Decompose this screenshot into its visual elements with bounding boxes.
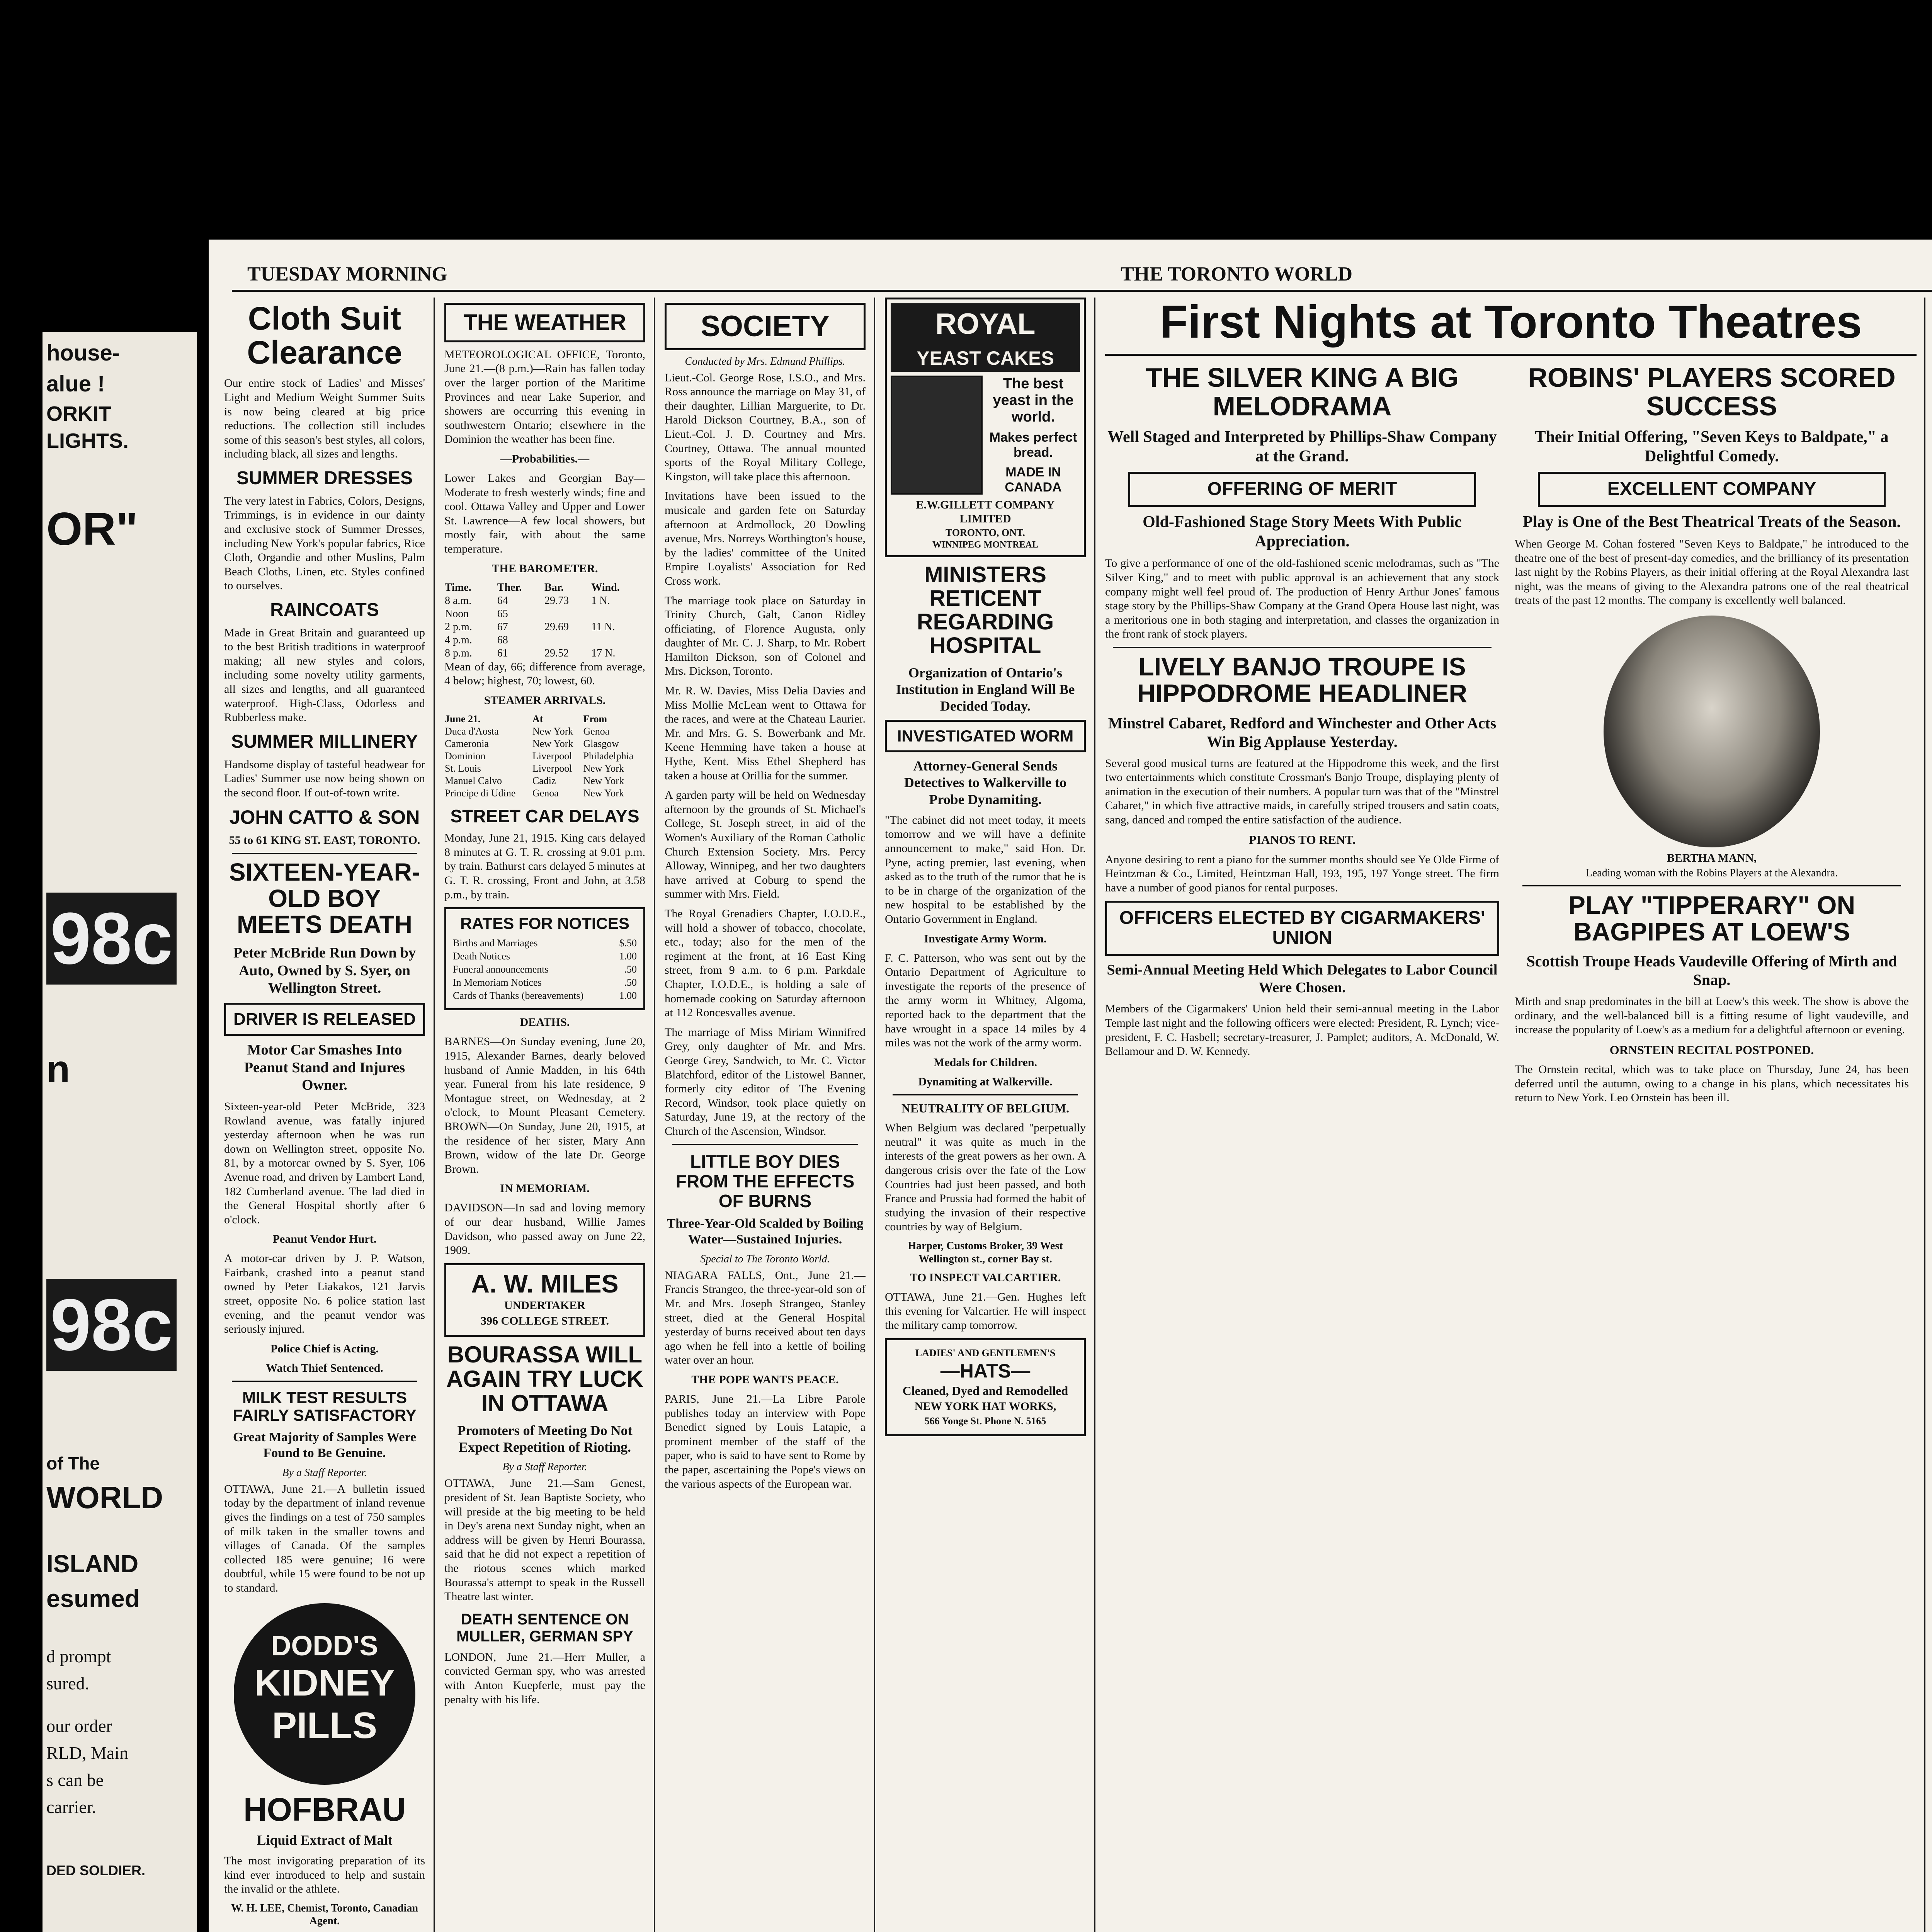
table-cell: 29.69 bbox=[544, 621, 569, 633]
valcartier-heading: TO INSPECT VALCARTIER. bbox=[910, 1271, 1061, 1284]
table-row bbox=[444, 725, 645, 738]
ministers-headline: MINISTERS RETICENT REGARDING HOSPITAL bbox=[917, 562, 1054, 658]
divider bbox=[893, 1094, 1078, 1095]
excellent-heading: EXCELLENT COMPANY bbox=[1607, 478, 1816, 499]
table-cell: 1.00 bbox=[619, 990, 637, 1002]
table-cell: Noon bbox=[445, 607, 469, 620]
strip-fragment: n bbox=[46, 1048, 70, 1091]
table-row bbox=[444, 762, 645, 775]
table-row bbox=[444, 775, 645, 787]
table-cell: Glasgow bbox=[583, 738, 619, 749]
banjo-headline: LIVELY BANJO TROUPE IS HIPPODROME HEADLINER bbox=[1137, 652, 1468, 708]
banjo-subhead: Minstrel Cabaret, Redford and Winchester and Other Acts Win Big Applause Yesterday. bbox=[1108, 714, 1497, 750]
yeast-package-icon bbox=[891, 376, 983, 495]
table-cell: 8 p.m. bbox=[445, 647, 472, 659]
little-boy-subhead: Three-Year-Old Scalded by Boiling Water—Sustained Injuries. bbox=[667, 1216, 864, 1247]
milk-text: OTTAWA, June 21.—A bulletin issued today by the department of inland revenue gives the findings on a test of 750 samples of milk taken in the smaller towns and villages of Canada. Of the samples collected 185 were genuine; 16 were doubtful, while 15 were found to be not up to standard. bbox=[224, 1482, 425, 1594]
masthead-title: THE TORONTO WORLD bbox=[1121, 263, 1353, 285]
dodds-line: KIDNEY bbox=[254, 1662, 395, 1704]
streetcar-heading: STREET CAR DELAYS bbox=[450, 806, 639, 826]
table-cell: New York bbox=[583, 787, 624, 799]
table-header-row bbox=[444, 713, 645, 725]
table-cell: 8 a.m. bbox=[445, 594, 472, 607]
miles-trade: UNDERTAKER bbox=[504, 1299, 586, 1312]
summer-dresses-text: The very latest in Fabrics, Colors, Designs, Trimmings, is in evidence in our dainty and exclusive stock of Summer Dresses, including New York's popular fabrics, Rice Cloth, Organdie and other Muslins, Palm Beach Cloths, Linen, etc. Styles confined to ourselves. bbox=[224, 494, 425, 592]
ornstein-heading: ORNSTEIN RECITAL POSTPONED. bbox=[1609, 1043, 1814, 1057]
police-subhead: Police Chief is Acting. bbox=[270, 1342, 379, 1355]
table-cell bbox=[591, 607, 645, 621]
barometer-table bbox=[444, 581, 645, 660]
miles-ad bbox=[444, 1263, 645, 1337]
theatre-left-column bbox=[1105, 360, 1499, 1111]
strip-fragment: carrier. bbox=[46, 1797, 96, 1817]
royal-title: ROYAL bbox=[891, 303, 1080, 345]
silver-king-subhead: Well Staged and Interpreted by Phillips-Shaw Company at the Grand. bbox=[1107, 428, 1497, 466]
divider bbox=[1113, 647, 1492, 648]
table-row bbox=[444, 607, 645, 621]
royal-cities: WINNIPEG MONTREAL bbox=[932, 540, 1039, 550]
deaths-heading: DEATHS. bbox=[520, 1016, 570, 1029]
pope-heading: THE POPE WANTS PEACE. bbox=[691, 1373, 839, 1386]
table-header-cell: June 21. bbox=[445, 713, 481, 724]
column-2 bbox=[444, 298, 645, 1932]
table-cell: 4 p.m. bbox=[445, 634, 472, 646]
summer-dresses-heading: SUMMER DRESSES bbox=[236, 468, 413, 488]
barometer-note: Mean of day, 66; difference from average, 4 below; highest, 70; lowest, 60. bbox=[444, 660, 645, 687]
army-worm-subhead: Investigate Army Worm. bbox=[924, 932, 1047, 945]
hats-line: NEW YORK HAT WORKS, bbox=[914, 1400, 1056, 1413]
bourassa-byline: By a Staff Reporter. bbox=[502, 1461, 587, 1473]
strip-fragment: LIGHTS. bbox=[46, 429, 129, 452]
strip-fragment: DED SOLDIER. bbox=[46, 1862, 146, 1878]
strip-fragment: RLD, Main bbox=[46, 1743, 129, 1763]
hofbrau-text: The most invigorating preparation of its kind ever introduced to help and sustain the invalid or the athlete. bbox=[224, 1854, 425, 1896]
rates-table bbox=[452, 936, 638, 1003]
table-cell: 29.52 bbox=[544, 647, 569, 659]
strip-fragment: of The bbox=[46, 1453, 100, 1473]
table-cell: St. Louis bbox=[445, 762, 481, 774]
theatre-right-column bbox=[1515, 360, 1909, 1111]
thief-subhead: Watch Thief Sentenced. bbox=[266, 1361, 383, 1374]
column-rule bbox=[654, 298, 655, 1932]
peanut-text: A motor-car driven by J. P. Watson, Fairbank, crashed into a peanut stand owned by Peter Liakakos, 121 Jarvis street, opposite No. 6 police station last evening, and the peanut vendor was seriously injured. bbox=[224, 1252, 425, 1336]
catto-firm-name: JOHN CATTO & SON bbox=[229, 806, 420, 828]
driver-heading: DRIVER IS RELEASED bbox=[233, 1009, 416, 1029]
table-header-cell: At bbox=[532, 713, 543, 724]
millinery-text: Handsome display of tasteful headwear for Ladies' Summer use now being shown on the second floor. If out-of-town write. bbox=[224, 758, 425, 799]
table-cell: Births and Marriages bbox=[453, 937, 538, 949]
table-cell: 29.73 bbox=[544, 594, 569, 607]
little-boy-byline: Special to The Toronto World. bbox=[700, 1253, 830, 1265]
society-heading: SOCIETY bbox=[701, 310, 830, 343]
worm-heading: INVESTIGATED WORM bbox=[897, 727, 1074, 745]
society-text: The Royal Grenadiers Chapter, I.O.D.E., will hold a shower of tobacco, chocolate, etc., today; also for the men of the regiment at the front, at 16 East King street, from 9 a.m. to 6 p.m. Parkdale Chapter, I.O.D.E., is holding a sale of homemade cooking on Saturday afternoon at 112 Roncesvalles avenue. bbox=[665, 907, 866, 1019]
table-cell: Genoa bbox=[583, 725, 610, 737]
royal-yeast-ad bbox=[885, 298, 1086, 557]
table-cell: .50 bbox=[624, 977, 637, 988]
table-cell: Cameronia bbox=[445, 738, 489, 749]
offering-subhead: Old-Fashioned Stage Story Meets With Public Appreciation. bbox=[1143, 513, 1462, 550]
table-cell: New York bbox=[532, 738, 573, 749]
death-sentence-text: LONDON, June 21.—Herr Muller, a convicted German spy, who was arrested with Anton Kuepferle, must pay the penalty with his life. bbox=[444, 1650, 645, 1706]
column-1 bbox=[224, 298, 425, 1932]
photo-caption-name: BERTHA MANN, bbox=[1667, 851, 1757, 864]
hats-ad bbox=[885, 1338, 1086, 1436]
memoriam-heading: IN MEMORIAM. bbox=[500, 1182, 590, 1195]
strip-price: 98c bbox=[46, 1279, 177, 1371]
worm-box bbox=[885, 720, 1086, 752]
barometer-heading: THE BAROMETER. bbox=[492, 562, 598, 575]
boy-death-headline: SIXTEEN-YEAR-OLD BOY MEETS DEATH bbox=[229, 858, 420, 938]
table-header-row bbox=[444, 581, 645, 594]
table-cell bbox=[544, 607, 591, 621]
royal-tagline: The best yeast in the world. bbox=[993, 376, 1074, 425]
millinery-heading: SUMMER MILLINERY bbox=[231, 731, 418, 752]
silver-king-headline: THE SILVER KING A BIG MELODRAMA bbox=[1145, 362, 1459, 421]
bertha-mann-portrait bbox=[1604, 616, 1820, 847]
peanut-subhead: Peanut Vendor Hurt. bbox=[272, 1233, 377, 1246]
society-text: Lieut.-Col. George Rose, I.S.O., and Mrs. Ross announce the marriage on May 31, of their daughter, Lillian Marguerite, to Dr. Harold Dickson Courtney, B.A., son of Lieut.-Col. J. D. Courtney and Mrs. Courtney, Ottawa. The annual mounted sports of the Royal Military College, Kingston, will take place this afternoon. bbox=[665, 371, 866, 483]
table-row bbox=[444, 647, 645, 660]
death-sentence-headline: DEATH SENTENCE ON MULLER, GERMAN SPY bbox=[456, 1611, 633, 1645]
table-cell: 67 bbox=[497, 621, 508, 633]
robins-text: When George M. Cohan fostered "Seven Keys to Baldpate," he introduced to the theatre one of the best of present-day comedies, and the brilliancy of its presentation last night by the Robins Players, as their initial offering at the Royal Alexandra last night, was the means of giving to the Alexandra patrons one of the real theatrical treats of the past 12 months. The company is excellently well balanced. bbox=[1515, 537, 1909, 607]
table-row bbox=[444, 594, 645, 607]
theatre-headline: First Nights at Toronto Theatres bbox=[1160, 298, 1862, 348]
column-3 bbox=[665, 298, 866, 1932]
bourassa-text: OTTAWA, June 21.—Sam Genest, president of St. Jean Baptiste Society, who will preside at the big meeting to be held in Dey's arena next Sunday night, when an address will be given by Henri Bourassa, said that he did not expect a repetition of the riotous scenes which marked Bourassa's attempt to speak in the Russell Theatre last winter. bbox=[444, 1477, 645, 1603]
society-text: Mr. R. W. Davies, Miss Delia Davies and Miss Mollie McLean went to Ottawa for the races, and were at the Chateau Laurier. Mr. and Mrs. G. S. Bowerbank and Mr. Keene Hemming have taken a house at Hythe, Kent. Miss Ethel Shepherd has taken a house at Orillia for the summer. bbox=[665, 684, 866, 782]
cigar-text: Members of the Cigarmakers' Union held their semi-annual meeting in the Labor Temple last night and the following officers were elected: President, R. Lynch; vice-president, F. C. Hasbell; secretary-treasurer, J. Pamplet; auditors, A. McDonald, W. Bellamour and D. W. Kennedy. bbox=[1105, 1002, 1499, 1058]
steamer-table bbox=[444, 713, 645, 799]
tipperary-subhead: Scottish Troupe Heads Vaudeville Offering of Mirth and Snap. bbox=[1526, 952, 1897, 989]
harper-ad: Harper, Customs Broker, 39 West Wellington st., corner Bay st. bbox=[908, 1240, 1063, 1265]
weather-box bbox=[444, 303, 645, 342]
table-cell: In Memoriam Notices bbox=[453, 977, 542, 988]
divider bbox=[232, 1381, 417, 1382]
cigar-box bbox=[1105, 901, 1499, 956]
divider bbox=[672, 1144, 858, 1145]
newspaper-page bbox=[209, 240, 1932, 1932]
raincoats-text: Made in Great Britain and guaranteed up to the best British traditions in waterproof making; all new styles and colors, including some novelty utility garments, all sizes and lengths, and all guaranteed waterproof. High-Class, Odorless and Rubberless make. bbox=[224, 626, 425, 724]
table-cell: Liverpool bbox=[532, 750, 572, 762]
excellent-box bbox=[1538, 472, 1886, 507]
rates-box bbox=[444, 907, 645, 1010]
strip-fragment: WORLD bbox=[46, 1480, 163, 1515]
driver-box bbox=[224, 1003, 425, 1036]
deaths-text: BARNES—On Sunday evening, June 20, 1915, Alexander Barnes, dearly beloved husband of Annie Madden, in his 64th year. Funeral from his late residence, 9 Montague street, on Wednesday, at 2 o'clock, to Mount Pleasant Cemetery. BROWN—On Sunday, June 20, 1915, at the residence of her sister, Mary Ann Brown, widow of the late Dr. George Brown. bbox=[444, 1035, 645, 1175]
table-cell: 64 bbox=[497, 594, 508, 607]
table-cell: Manuel Calvo bbox=[445, 775, 502, 786]
offering-box bbox=[1128, 472, 1476, 507]
table-header-cell: Wind. bbox=[591, 581, 620, 594]
hofbrau-agent: W. H. LEE, Chemist, Toronto, Canadian Agent. bbox=[231, 1902, 418, 1927]
hats-line: 566 Yonge St. Phone N. 5165 bbox=[924, 1415, 1046, 1427]
strip-fragment: sured. bbox=[46, 1673, 90, 1693]
army-worm-text: F. C. Patterson, who was sent out by the Ontario Department of Agriculture to investigate the reports of the presence of the army worm in Whitney, Algoma, reported back to the department that the have wrought in a space 14 miles by 4 miles was not the work of the army worm. bbox=[885, 951, 1086, 1049]
catto-address: 55 to 61 KING ST. EAST, TORONTO. bbox=[229, 834, 420, 847]
banjo-text: Several good musical turns are featured at the Hippodrome this week, and the first two entertainments which constitute Crossman's Banjo Troupe, displaying plenty of animation in the execution of their numbers. A popular turn was that of the "Minstrel Cabaret," in which five attractive maids, in carefully striped trousers and satin coats, sang, danced and romped the entire satisfaction of the audience. bbox=[1105, 757, 1499, 826]
silver-king-text: To give a performance of one of the old-fashioned scenic melodramas, such as "The Silver King," and to meet with public approval is an achievement that any stock company might well feel proud of. The production of Henry Arthur Jones' famous stage story by the Phillips-Shaw Company at the Grand Opera House last night, was a meritorious one in both staging and interpretation, and classes the organization in the front rank of stock players. bbox=[1105, 557, 1499, 641]
table-cell: Cadiz bbox=[532, 775, 556, 786]
society-byline: Conducted by Mrs. Edmund Phillips. bbox=[685, 355, 845, 367]
milk-byline: By a Staff Reporter. bbox=[282, 1466, 367, 1479]
table-cell: Death Notices bbox=[453, 951, 510, 962]
table-cell bbox=[591, 634, 645, 647]
royal-city: TORONTO, ONT. bbox=[946, 527, 1025, 538]
little-boy-headline: LITTLE BOY DIES FROM THE EFFECTS OF BURNS bbox=[675, 1151, 855, 1211]
memoriam-text: DAVIDSON—In sad and loving memory of our dear husband, Willie James Davidson, who passed away on June 22, 1909. bbox=[444, 1201, 645, 1257]
table-cell: Principe di Udine bbox=[445, 787, 516, 799]
boy-death-subhead: Peter McBride Run Down by Auto, Owned by S. Syer, on Wellington Street. bbox=[233, 944, 416, 997]
divider bbox=[232, 853, 417, 854]
dodds-ad bbox=[234, 1603, 415, 1785]
table-cell: 17 N. bbox=[591, 647, 616, 659]
steamer-heading: STEAMER ARRIVALS. bbox=[484, 694, 606, 707]
table-row bbox=[452, 950, 637, 963]
rates-heading: RATES FOR NOTICES bbox=[460, 914, 629, 933]
table-cell: 1.00 bbox=[619, 951, 637, 962]
worm-subhead: Attorney-General Sends Detectives to Walkerville to Probe Dynamiting. bbox=[904, 758, 1067, 807]
driver-subhead: Motor Car Smashes Into Peanut Stand and Injures Owner. bbox=[244, 1042, 405, 1094]
table-cell: Funeral announcements bbox=[453, 964, 549, 975]
theatre-section bbox=[1105, 298, 1917, 1932]
table-header-cell: Ther. bbox=[497, 581, 522, 594]
table-cell: .50 bbox=[624, 964, 637, 975]
weather-heading: THE WEATHER bbox=[463, 310, 626, 335]
milk-subhead: Great Majority of Samples Were Found to Be Genuine. bbox=[233, 1430, 416, 1461]
table-row bbox=[444, 634, 645, 647]
excellent-subhead: Play is One of the Best Theatrical Treats of the Season. bbox=[1523, 513, 1901, 531]
society-box bbox=[665, 303, 866, 350]
column-rule bbox=[874, 298, 875, 1932]
pope-text: PARIS, June 21.—La Libre Parole publishes today an interview with Pope Benedict signed by Louis Latapie, a prominent member of the staff of the paper, who is said to have sent to Rome by the paper, ascertaining the Pope's views on the various aspects of the European war. bbox=[665, 1393, 866, 1490]
divider bbox=[1522, 885, 1901, 886]
table-cell: Genoa bbox=[532, 787, 559, 799]
table-cell: New York bbox=[532, 725, 573, 737]
neutrality-heading: NEUTRALITY OF BELGIUM. bbox=[901, 1101, 1070, 1115]
table-cell: New York bbox=[583, 762, 624, 774]
table-cell: Liverpool bbox=[532, 762, 572, 774]
cloth-suit-text: Our entire stock of Ladies' and Misses' Light and Medium Weight Summer Suits is now being cleared at big price reductions. The collection still includes some of this season's best styles, all colors, including black, all sizes and lengths. bbox=[224, 377, 425, 461]
strip-fragment: house- bbox=[46, 340, 120, 366]
masthead-day: TUESDAY MORNING bbox=[247, 263, 447, 285]
pianos-text: Anyone desiring to rent a piano for the summer months should see Ye Olde Firme of Heintzman & Co., Limited, Heintzman Hall, 193, 195, 197 Yonge street. The firm have a number of good pianos for rental purposes. bbox=[1105, 853, 1499, 895]
strip-fragment: ORKIT bbox=[46, 402, 111, 425]
society-text: The marriage took place on Saturday in Trinity Church, Galt, Canon Ridley officiating, of Florence Augusta, only daughter of Mr. C. J. Sharp, to Mr. Robert Hamilton Dickson, son of Colonel and Mrs. Dickson, Toronto. bbox=[665, 594, 866, 678]
dynamiting-subhead: Dynamiting at Walkerville. bbox=[918, 1075, 1053, 1088]
column-4 bbox=[885, 298, 1086, 1932]
adjacent-page-strip bbox=[43, 332, 197, 1932]
table-cell: 2 p.m. bbox=[445, 621, 472, 633]
table-cell: 11 N. bbox=[591, 621, 615, 633]
column-rule bbox=[1924, 298, 1925, 1932]
table-cell: New York bbox=[583, 775, 624, 786]
tipperary-text: Mirth and snap predominates in the bill at Loew's this week. The show is above the ordinary, and the well-balanced bill is a fitting resume of light vaudeville, and increase the popularity of Loew's as a medium for a delightful afternoon or evening. bbox=[1515, 995, 1909, 1036]
raincoats-heading: RAINCOATS bbox=[270, 599, 379, 620]
strip-fragment: d prompt bbox=[46, 1646, 111, 1666]
hats-line: LADIES' AND GENTLEMEN'S bbox=[915, 1347, 1056, 1359]
hofbrau-headline: HOFBRAU bbox=[243, 1791, 406, 1828]
table-row bbox=[452, 963, 637, 976]
table-header-cell: From bbox=[583, 713, 607, 724]
cloth-suit-headline: Cloth Suit Clearance bbox=[247, 300, 402, 371]
valcartier-text: OTTAWA, June 21.—Gen. Hughes left this evening for Valcartier. He will inspect the military camp tomorrow. bbox=[885, 1291, 1086, 1332]
strip-fragment: ISLAND bbox=[46, 1550, 139, 1578]
table-row bbox=[444, 750, 645, 762]
table-header-cell: Time. bbox=[445, 581, 471, 594]
strip-fragment: esumed bbox=[46, 1585, 140, 1612]
ornstein-text: The Ornstein recital, which was to take place on Thursday, June 24, has been deferred until the autumn, owing to a change in his plans, which necessitates his return to New York. Leo Ornstein has been ill. bbox=[1515, 1063, 1909, 1104]
table-row bbox=[452, 990, 637, 1002]
masthead bbox=[232, 255, 1932, 292]
strip-fragment: OR" bbox=[46, 503, 138, 555]
bourassa-subhead: Promoters of Meeting Do Not Expect Repetition of Rioting. bbox=[457, 1423, 633, 1455]
hofbrau-subhead: Liquid Extract of Malt bbox=[257, 1832, 393, 1848]
robins-headline: ROBINS' PLAYERS SCORED SUCCESS bbox=[1528, 362, 1896, 421]
cigar-headline: OFFICERS ELECTED BY CIGARMAKERS' UNION bbox=[1119, 907, 1485, 949]
offering-heading: OFFERING OF MERIT bbox=[1207, 478, 1397, 499]
column-rule bbox=[1094, 298, 1095, 1932]
probabilities-text: Lower Lakes and Georgian Bay—Moderate to fresh westerly winds; fine and cool. Ottawa Valley and Upper and Lower St. Lawrence—A few local showers, but mostly fair, with about the same temperature. bbox=[444, 471, 645, 555]
table-cell: 1 N. bbox=[591, 594, 610, 607]
strip-price: 98c bbox=[46, 893, 177, 985]
table-cell: Duca d'Aosta bbox=[445, 725, 499, 737]
cigar-subhead: Semi-Annual Meeting Held Which Delegates to Labor Council Were Chosen. bbox=[1107, 962, 1498, 996]
robins-subhead: Their Initial Offering, "Seven Keys to Baldpate," a Delightful Comedy. bbox=[1535, 428, 1889, 466]
hats-line: —HATS— bbox=[940, 1360, 1031, 1382]
royal-made: MADE IN CANADA bbox=[1005, 465, 1062, 495]
society-text: A garden party will be held on Wednesday afternoon by the grounds of St. Michael's College, St. Joseph street, in aid of the Women's Auxiliary of the Roman Catholic Church Extension Society. Mrs. Percy Alloway, Winnipeg, and her two daughters have arrived at Coburg to spend the summer with Mrs. Field. bbox=[665, 789, 866, 901]
society-text: The marriage of Miss Miriam Winnifred Grey, only daughter of Mr. and Mrs. George Grey, Sandwich, to Mr. C. Victor Blatchford, editor of the Listowel Banner, formerly city editor of The Evening Record, Windsor, took place quietly on Saturday, June 19, at the rectory of the Church of the Ascension, Windsor. bbox=[665, 1026, 866, 1138]
royal-subtitle: YEAST CAKES bbox=[891, 345, 1080, 372]
strip-fragment: our order bbox=[46, 1716, 112, 1736]
medals-subhead: Medals for Children. bbox=[933, 1056, 1037, 1069]
streetcar-text: Monday, June 21, 1915. King cars delayed 8 minutes at G. T. R. crossing at 9.01 p.m. by train. Bathurst cars delayed 5 minutes at G. T. R. crossing, Front and John, at 3.58 p.m., by train. bbox=[444, 832, 645, 901]
table-cell: Dominion bbox=[445, 750, 486, 762]
dodds-line: PILLS bbox=[272, 1704, 377, 1746]
column-rule bbox=[434, 298, 435, 1932]
society-text: Invitations have been issued to the musicale and garden fete on Saturday afternoon at Ardmollock, 20 Dowling avenue, Mrs. Norreys Worthington's house, by the ladies' committee of the United Empire Loyalists' Association for Red Cross work. bbox=[665, 490, 866, 587]
table-cell bbox=[544, 634, 591, 647]
table-row bbox=[452, 937, 637, 949]
royal-tagline: Makes perfect bread. bbox=[989, 430, 1077, 460]
table-cell: $.50 bbox=[619, 937, 637, 949]
dodds-line: DODD'S bbox=[271, 1630, 378, 1662]
table-cell: Philadelphia bbox=[583, 750, 634, 762]
photo-caption-text: Leading woman with the Robins Players at the Alexandra. bbox=[1585, 867, 1838, 879]
miles-address: 396 COLLEGE STREET. bbox=[480, 1315, 609, 1328]
table-row bbox=[444, 787, 645, 799]
strip-fragment: alue ! bbox=[46, 371, 105, 396]
table-row bbox=[444, 738, 645, 750]
pianos-heading: PIANOS TO RENT. bbox=[1248, 833, 1356, 847]
table-cell: Cards of Thanks (bereavements) bbox=[453, 990, 584, 1002]
little-boy-text: NIAGARA FALLS, Ont., June 21.—Francis Strangeo, the three-year-old son of Mr. and Mrs. Joseph Strangeo, Stanley street, died at the General Hospital yesterday of burns received about ten days ago when he fell into a kettle of boiling water over an hour. bbox=[665, 1269, 866, 1367]
bourassa-headline: BOURASSA WILL AGAIN TRY LUCK IN OTTAWA bbox=[446, 1342, 643, 1417]
hats-line: Cleaned, Dyed and Remodelled bbox=[902, 1384, 1068, 1398]
table-header-cell: Bar. bbox=[544, 581, 564, 594]
tipperary-headline: PLAY "TIPPERARY" ON BAGPIPES AT LOEW'S bbox=[1568, 890, 1855, 946]
boy-death-text: Sixteen-year-old Peter McBride, 323 Rowland avenue, was fatally injured yesterday afternoon when he was run down on Wellington street, opposite No. 81, by a motorcar owned by S. Syer, 106 Avenue road, and driven by Lambert Land, 182 Cumberland avenue. The lad died in the General Hospital shortly after 6 o'clock. bbox=[224, 1100, 425, 1226]
table-cell: 65 bbox=[497, 607, 508, 620]
strip-fragment: s can be bbox=[46, 1770, 104, 1790]
miles-name: A. W. MILES bbox=[471, 1269, 619, 1298]
neutrality-text: When Belgium was declared "perpetually neutral" it was quite as much in the interests of the great powers as her own. A dangerous crisis over the fate of the Low Countries had just been passed, and both France and Prussia had formed the habit of studying the invasion of their respective countries by way of Belgium. bbox=[885, 1121, 1086, 1233]
royal-company: E.W.GILLETT COMPANY LIMITED bbox=[916, 498, 1055, 525]
ministers-subhead: Organization of Ontario's Institution in England Will Be Decided Today. bbox=[896, 665, 1075, 714]
table-row bbox=[444, 621, 645, 634]
milk-headline: MILK TEST RESULTS FAIRLY SATISFACTORY bbox=[233, 1388, 417, 1425]
table-cell: 61 bbox=[497, 647, 508, 659]
probabilities-heading: —Probabilities.— bbox=[500, 452, 590, 465]
weather-text: METEOROLOGICAL OFFICE, Toronto, June 21.—(8 p.m.)—Rain has fallen today over the larger portion of the Maritime Provinces and near Lake Superior, and showers are occurring this evening in southwestern Ontario; elsewhere in the Dominion the weather has been fine. bbox=[444, 348, 645, 446]
table-cell: 68 bbox=[497, 634, 508, 646]
ministers-text: "The cabinet did not meet today, it meets tomorrow and we will have a definite announcement to make," said Hon. Dr. Pyne, acting premier, last evening, when asked as to the truth of the rumor that he is to be in charge of the organization of the new hospital to be established by the Ontario Government in England. bbox=[885, 813, 1086, 926]
table-row bbox=[452, 976, 637, 989]
